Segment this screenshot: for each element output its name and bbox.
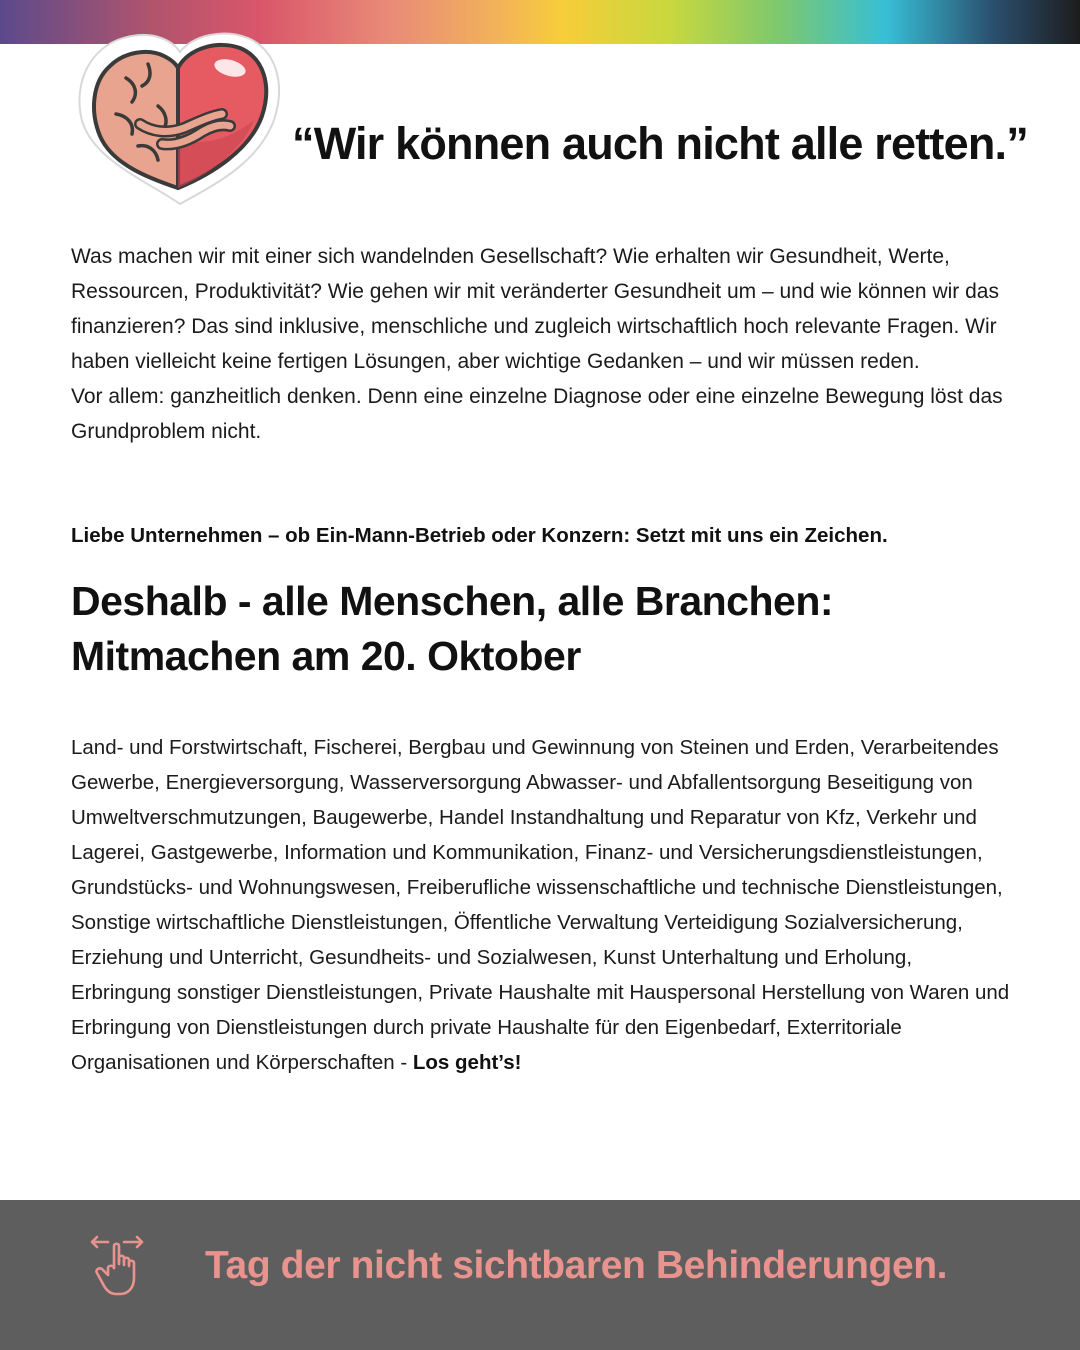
sectors-list <box>71 730 1016 1080</box>
call-to-action: Los geht’s! <box>412 1051 522 1074</box>
brain-heart-hug-icon <box>72 28 288 210</box>
intro-text <box>71 239 1021 449</box>
callout-text: Liebe Unternehmen – ob Ein-Mann-Betrieb oder Konzern: Setzt mit uns ein Zeichen. <box>71 524 888 547</box>
section-heading-line: Deshalb - alle Menschen, alle Branchen: <box>71 578 834 624</box>
section-heading <box>71 574 1031 684</box>
sectors-text: Land- und Forstwirtschaft, Fischerei, Bergbau und Gewinnung von Steinen und Erden, Verarbeitendes Gewerbe, Energieversorgung, Wasserversorgung Abwasser- und Abfallentsorgung Beseitigung von Umweltverschmutzungen, Baugewerbe, Handel Instandhaltung und Reparatur von Kfz, Verkehr und Lagerei, Gastgewerbe, Information und Kommunikation, Finanz- und Versicherungsdienstleistungen, Grundstücks- und Wohnungswesen, Freiberufliche wissenschaftliche und technische Dienstleistungen, Sonstige wirtschaftliche Dienstleistungen, Öffentliche Verwaltung Verteidigung Sozialversicherung, Erziehung und Unterricht, Gesundheits- und Sozialwesen, Kunst Unterhaltung und Erholung, Erbringung sonstiger Dienstleistungen, Private Haushalte mit Hauspersonal Herstellung von Waren und Erbringung von Dienstleistungen durch private Haushalte für den Eigenbedarf, Exterritoriale Organisationen und Körperschaften - <box>71 736 1010 1074</box>
page-title: “Wir können auch nicht alle retten.” <box>292 118 1028 169</box>
footer-title: Tag der nicht sichtbaren Behinderungen. <box>205 1244 948 1287</box>
hand-swipe-icon <box>88 1234 148 1298</box>
footer-banner <box>0 1200 1080 1350</box>
section-heading-line: Mitmachen am 20. Oktober <box>71 633 581 679</box>
intro-paragraph: Vor allem: ganzheitlich denken. Denn eine einzelne Diagnose oder eine einzelne Bewegung löst das Grundproblem nicht. <box>71 385 1003 443</box>
intro-paragraph: Was machen wir mit einer sich wandelnden Gesellschaft? Wie erhalten wir Gesundheit, Werte, Ressourcen, Produktivität? Wie gehen wir mit veränderter Gesundheit um – und wie können wir das finanzieren? Das sind inklusive, menschliche und zugleich wirtschaftlich hoch relevante Fragen. Wir haben vielleicht keine fertigen Lösungen, aber wichtige Gedanken – und wir müssen reden. <box>71 245 999 373</box>
